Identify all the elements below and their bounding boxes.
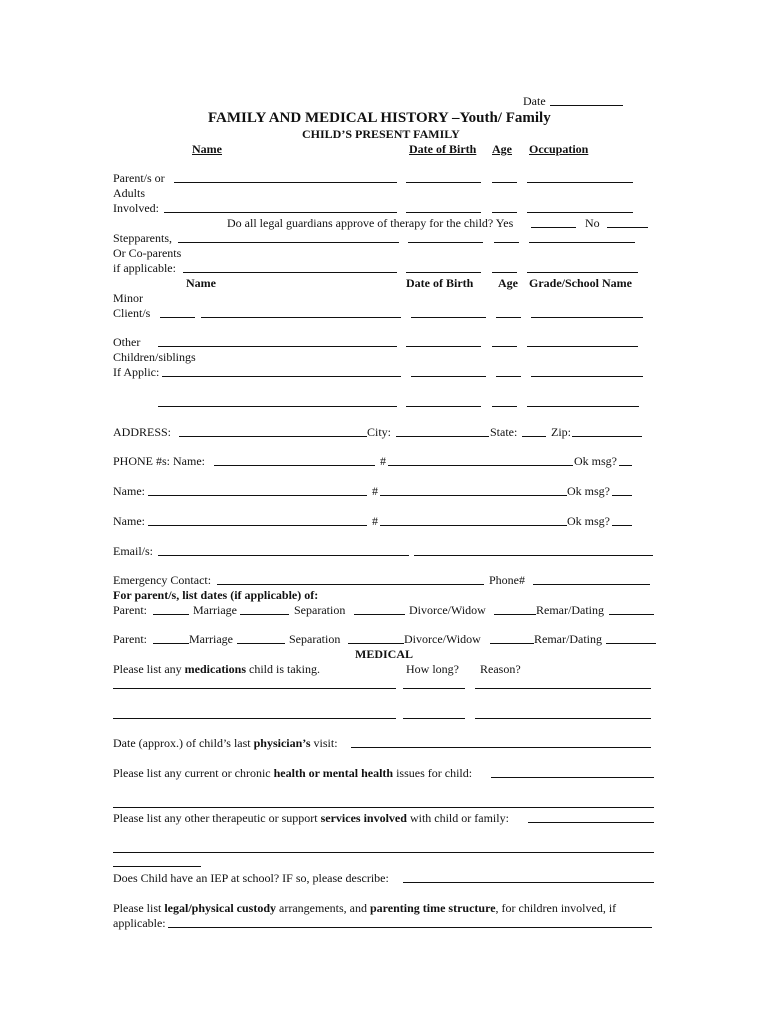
stepparent-2-age-field[interactable] [492, 272, 517, 273]
medications-question: Please list any medications child is taking. [113, 662, 320, 676]
sibling-2-age-field[interactable] [496, 376, 521, 377]
parent-1-separation-label: Separation [294, 603, 346, 617]
sibling-3-dob-field[interactable] [406, 406, 481, 407]
iep-question: Does Child have an IEP at school? IF so, please describe: [113, 871, 389, 885]
parent-2-separation-field[interactable] [348, 643, 404, 644]
email-2-field[interactable] [414, 555, 653, 556]
guardian-approve-question: Do all legal guardians approve of therapy for the child? Yes [227, 216, 514, 230]
phone-1-ok-msg-label: Ok msg? [574, 454, 617, 468]
sibling-2-name-field[interactable] [162, 376, 401, 377]
parent-2-name-field[interactable] [164, 212, 397, 213]
medication-1-how-long-field[interactable] [403, 688, 465, 689]
approve-yes-field[interactable] [531, 227, 576, 228]
city-field[interactable] [396, 436, 489, 437]
parent-1-remar-field[interactable] [609, 614, 654, 615]
other-children-label-3: If Applic: [113, 365, 160, 379]
approve-no-label: No [585, 216, 600, 230]
stepparent-1-dob-field[interactable] [408, 242, 483, 243]
parent-2-marriage-field[interactable] [237, 643, 285, 644]
sibling-1-age-field[interactable] [492, 346, 517, 347]
address-field[interactable] [179, 436, 367, 437]
sibling-1-dob-field[interactable] [406, 346, 481, 347]
phone-3-hash: # [372, 514, 378, 528]
date-field[interactable] [550, 105, 623, 106]
minor-age-field[interactable] [496, 317, 521, 318]
parents-label-3: Involved: [113, 201, 159, 215]
minor-label-2: Client/s [113, 306, 151, 320]
parent-1-marriage-label: Marriage [193, 603, 237, 617]
parent-2-marital-field[interactable] [153, 643, 189, 644]
physician-visit-field[interactable] [351, 747, 651, 748]
phone-2-number-field[interactable] [380, 495, 567, 496]
stepparent-1-occupation-field[interactable] [529, 242, 635, 243]
phone-1-ok-msg-field[interactable] [619, 465, 632, 466]
health-issues-question: Please list any current or chronic health or mental health issues for child: [113, 766, 473, 780]
parent-1-name-field[interactable] [174, 182, 397, 183]
parent-2-dob-field[interactable] [406, 212, 481, 213]
section-title-present-family: CHILD’S PRESENT FAMILY [302, 127, 460, 141]
emergency-contact-label: Emergency Contact: [113, 573, 212, 587]
address-label: ADDRESS: [113, 425, 172, 439]
stepparent-1-age-field[interactable] [494, 242, 519, 243]
emergency-phone-field[interactable] [533, 584, 650, 585]
minor-label-1: Minor [113, 291, 143, 305]
phone-2-ok-msg-label: Ok msg? [567, 484, 610, 498]
parents-label-2: Adults [113, 186, 146, 200]
services-field-3[interactable] [113, 866, 201, 867]
minor-prefix-field[interactable] [160, 317, 195, 318]
parent-1-age-field[interactable] [492, 182, 517, 183]
minor-name-field[interactable] [201, 317, 401, 318]
parent-2-remar-label: Remar/Dating [534, 632, 602, 646]
reason-label: Reason? [480, 662, 521, 676]
parent-2-separation-label: Separation [289, 632, 341, 646]
column-header-age: Age [492, 142, 512, 156]
column-header-occupation: Occupation [529, 142, 589, 156]
services-field-1[interactable] [528, 822, 654, 823]
parent-1-divorce-label: Divorce/Widow [409, 603, 486, 617]
children-column-name: Name [186, 276, 216, 290]
date-label: Date [523, 94, 546, 108]
health-issues-field-2[interactable] [113, 807, 654, 808]
medical-heading: MEDICAL [355, 647, 414, 661]
other-children-label-1: Other [113, 335, 141, 349]
custody-field[interactable] [168, 927, 652, 928]
minor-dob-field[interactable] [411, 317, 486, 318]
parent-1-remar-label: Remar/Dating [536, 603, 604, 617]
phone-2-ok-msg-field[interactable] [612, 495, 632, 496]
parent-2-marriage-label: Marriage [189, 632, 233, 646]
children-column-dob: Date of Birth [406, 276, 474, 290]
medication-1-reason-field[interactable] [475, 688, 651, 689]
state-label: State: [490, 425, 518, 439]
stepparents-label-1: Stepparents, [113, 231, 172, 245]
parent-1-divorce-field[interactable] [494, 614, 536, 615]
medication-2-reason-field[interactable] [475, 718, 651, 719]
phone-3-ok-msg-label: Ok msg? [567, 514, 610, 528]
stepparents-label-2: Or Co-parents [113, 246, 182, 260]
other-children-label-2: Children/siblings [113, 350, 196, 364]
parent-1-marital-label: Parent: [113, 603, 147, 617]
phone-2-name-label: Name: [113, 484, 145, 498]
phone-1-number-field[interactable] [388, 465, 573, 466]
medication-2-how-long-field[interactable] [403, 718, 465, 719]
children-column-age: Age [498, 276, 518, 290]
sibling-2-dob-field[interactable] [411, 376, 486, 377]
health-issues-field-1[interactable] [491, 777, 654, 778]
stepparent-1-name-field[interactable] [178, 242, 399, 243]
how-long-label: How long? [406, 662, 459, 676]
approve-no-field[interactable] [607, 227, 648, 228]
parent-1-separation-field[interactable] [354, 614, 405, 615]
sibling-3-grade-field[interactable] [527, 406, 639, 407]
parent-2-divorce-label: Divorce/Widow [404, 632, 481, 646]
parent-1-marriage-field[interactable] [240, 614, 289, 615]
parent-2-divorce-field[interactable] [490, 643, 534, 644]
phone-1-hash: # [380, 454, 386, 468]
city-label: City: [367, 425, 392, 439]
page-title: FAMILY AND MEDICAL HISTORY –Youth/ Family [208, 110, 551, 126]
parent-2-occupation-field[interactable] [527, 212, 633, 213]
services-field-2[interactable] [113, 852, 654, 853]
sibling-3-name-field[interactable] [158, 406, 397, 407]
sibling-1-name-field[interactable] [158, 346, 397, 347]
services-question: Please list any other therapeutic or support services involved with child or family: [113, 811, 509, 825]
phone-1-name-field[interactable] [214, 465, 375, 466]
email-1-field[interactable] [158, 555, 409, 556]
stepparents-label-3: if applicable: [113, 261, 176, 275]
physician-visit-question: Date (approx.) of child’s last physician’s visit: [113, 736, 338, 750]
parent-1-dob-field[interactable] [406, 182, 481, 183]
sibling-1-grade-field[interactable] [527, 346, 638, 347]
custody-applicable-label: applicable: [113, 916, 166, 930]
parent-2-age-field[interactable] [492, 212, 517, 213]
sibling-3-age-field[interactable] [492, 406, 517, 407]
phone-label: PHONE #s: Name: [113, 454, 205, 468]
marital-dates-heading: For parent/s, list dates (if applicable) of: [113, 588, 319, 602]
medication-1-field[interactable] [113, 688, 396, 689]
column-header-dob: Date of Birth [409, 142, 477, 156]
phone-3-number-field[interactable] [380, 525, 567, 526]
phone-2-name-field[interactable] [148, 495, 367, 496]
emergency-contact-field[interactable] [217, 584, 484, 585]
zip-field[interactable] [572, 436, 642, 437]
sibling-2-grade-field[interactable] [531, 376, 643, 377]
minor-grade-field[interactable] [531, 317, 643, 318]
parent-1-occupation-field[interactable] [527, 182, 633, 183]
zip-label: Zip: [551, 425, 571, 439]
parents-label-1: Parent/s or [113, 171, 165, 185]
parent-1-marital-field[interactable] [153, 614, 189, 615]
stepparent-2-name-field[interactable] [183, 272, 397, 273]
children-column-grade: Grade/School Name [529, 276, 632, 290]
phone-3-name-label: Name: [113, 514, 145, 528]
custody-question: Please list legal/physical custody arrangements, and parenting time structure, for children involved, if [113, 901, 617, 915]
iep-field[interactable] [403, 882, 654, 883]
emergency-phone-label: Phone# [489, 573, 525, 587]
stepparent-2-occupation-field[interactable] [527, 272, 638, 273]
phone-3-name-field[interactable] [148, 525, 367, 526]
parent-2-marital-label: Parent: [113, 632, 147, 646]
stepparent-2-dob-field[interactable] [406, 272, 481, 273]
medication-2-field[interactable] [113, 718, 396, 719]
state-field[interactable] [522, 436, 546, 437]
phone-3-ok-msg-field[interactable] [612, 525, 632, 526]
phone-2-hash: # [372, 484, 378, 498]
email-label: Email/s: [113, 544, 153, 558]
parent-2-remar-field[interactable] [606, 643, 656, 644]
column-header-name: Name [192, 142, 222, 156]
